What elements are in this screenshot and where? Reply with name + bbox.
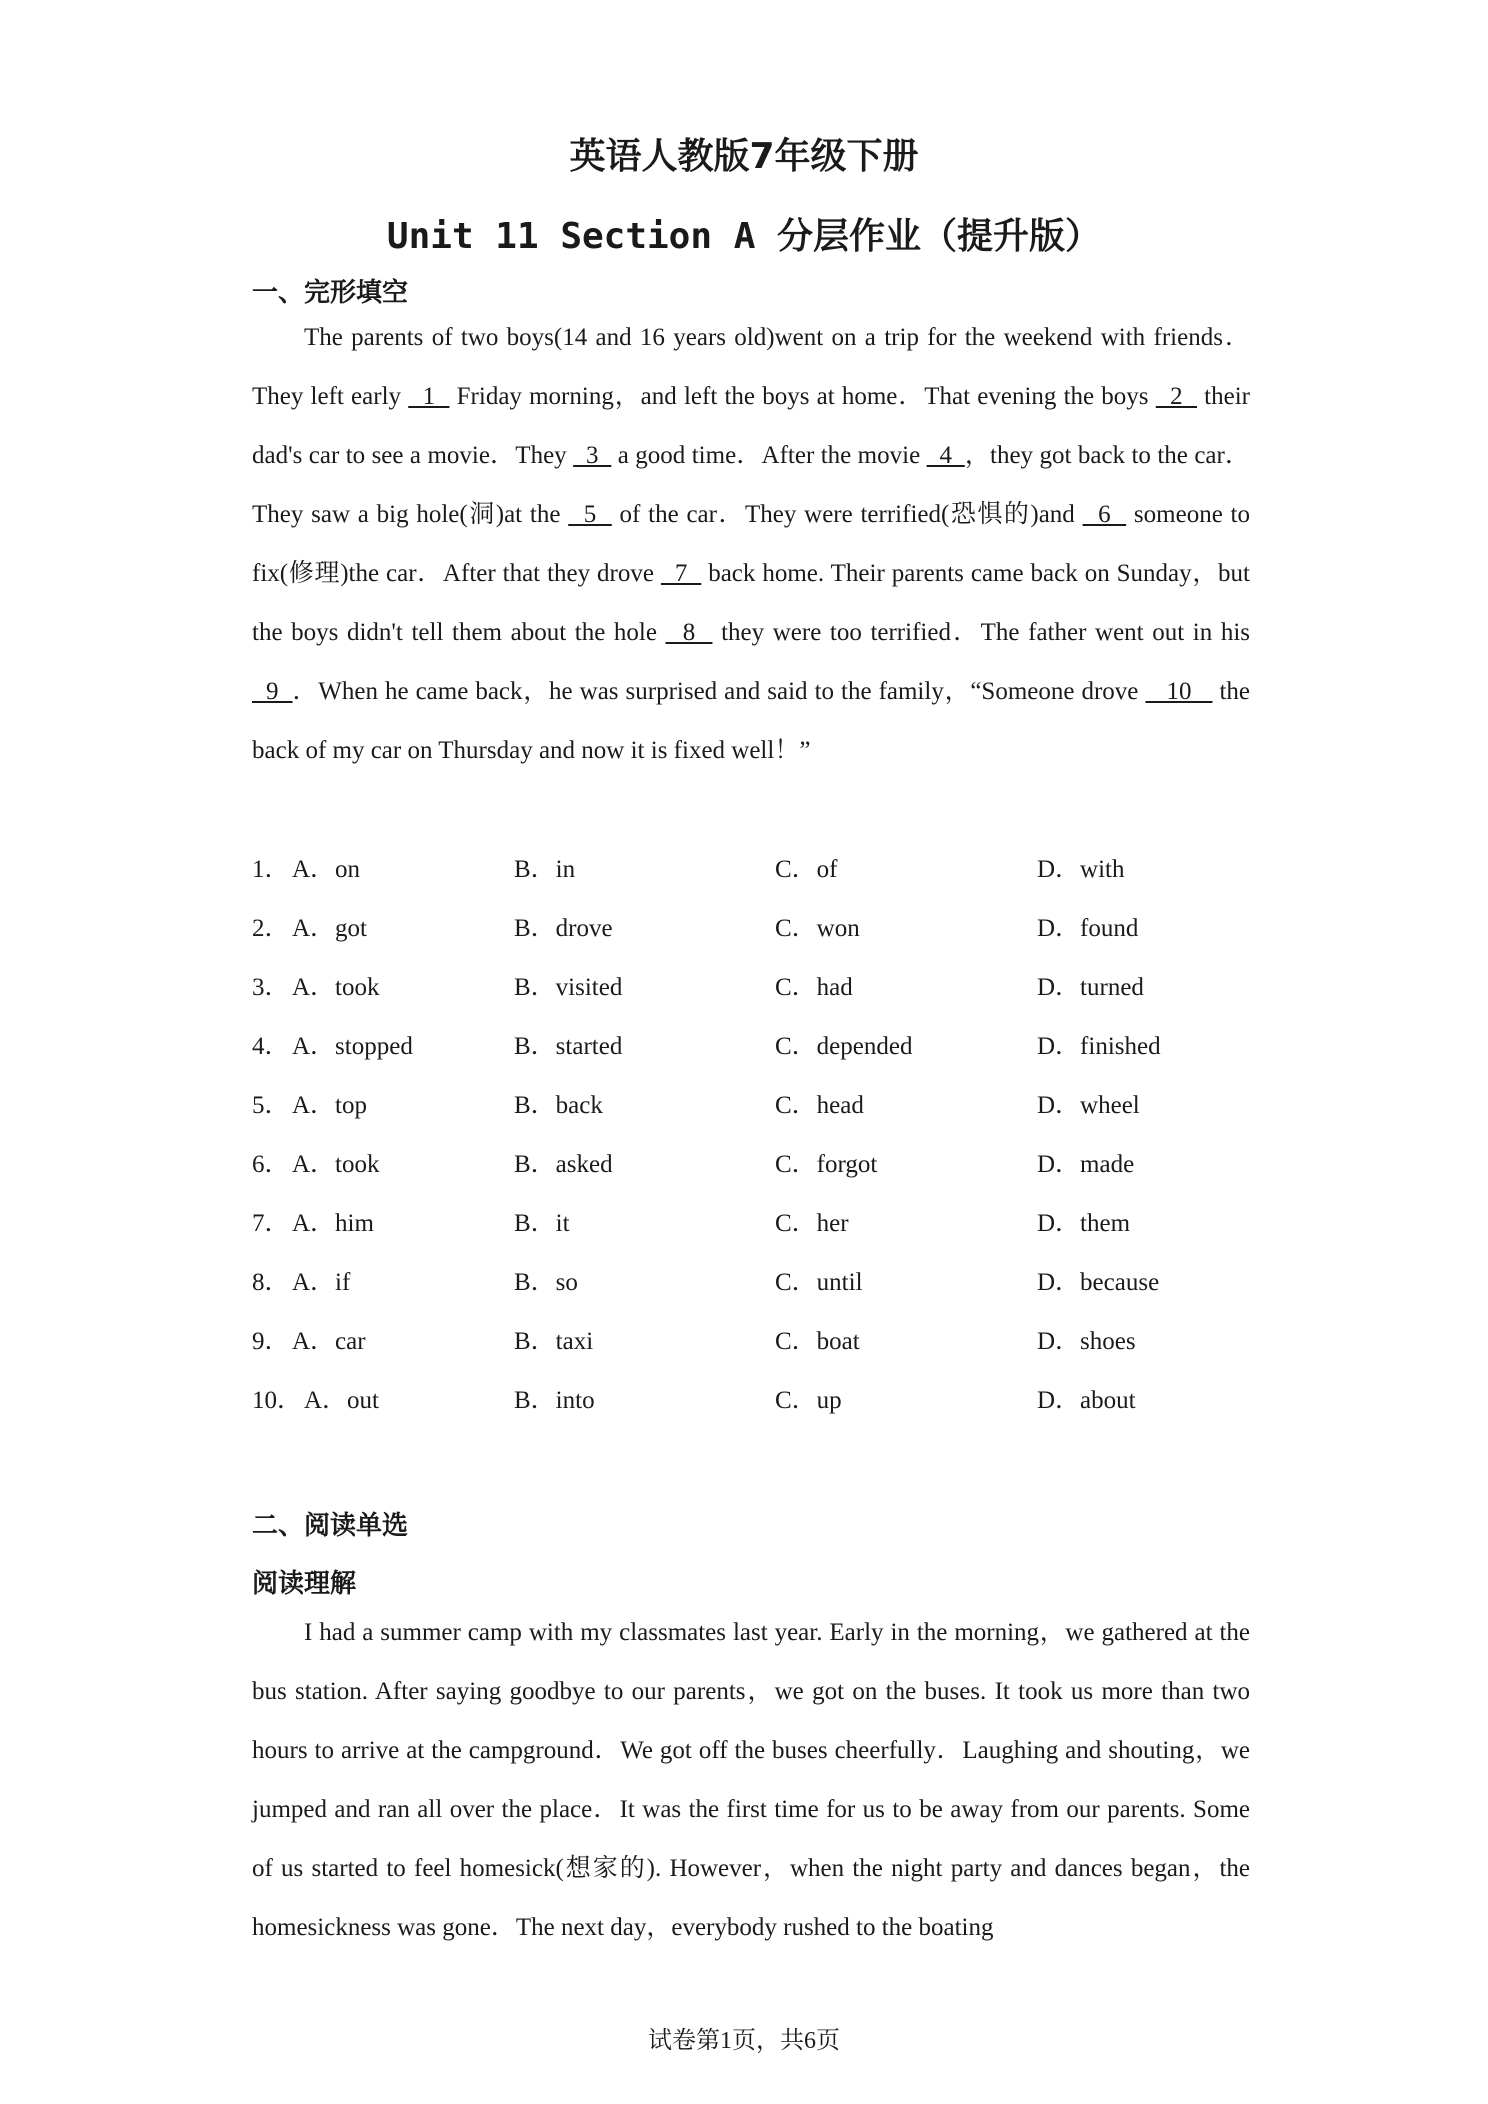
option-d: D．them [1037,1210,1131,1237]
option-a: A．top [292,1092,368,1119]
option-b: B．asked [514,1151,613,1178]
section-heading-reading: 二、阅读单选 [252,1511,409,1541]
passage-text: ．When he came back，he was surprised and said to the family，“Someone drove [292,678,1146,705]
question-number: 5． [252,1092,290,1119]
cloze-blank: 9 [252,678,293,705]
question-row [252,1253,1302,1312]
question-number: 2． [252,915,290,942]
reading-subheading: 阅读理解 [252,1569,357,1599]
option-c: C．boat [775,1328,860,1355]
option-d: D．because [1037,1269,1160,1296]
option-d: D．finished [1037,1033,1161,1060]
page-title: 英语人教版7年级下册 [569,136,919,177]
cloze-options [252,840,1302,1430]
question-number: 7． [252,1210,290,1237]
cloze-blank: 6 [1082,501,1127,528]
option-c: C．up [775,1387,842,1414]
option-c: C．her [775,1210,849,1237]
option-d: D．about [1037,1387,1136,1414]
cloze-blank: 4 [926,442,965,469]
cloze-blank: 1 [408,383,450,410]
question-number: 8． [252,1269,290,1296]
option-c: C．until [775,1269,863,1296]
option-d: D．turned [1037,974,1144,1001]
option-d: D．shoes [1037,1328,1136,1355]
option-b: B．started [514,1033,623,1060]
option-d: D．found [1037,915,1139,942]
passage-text: of the car．They were terrified(恐惧的)and [611,501,1083,528]
question-row [252,1194,1302,1253]
option-b: B．it [514,1210,570,1237]
question-number: 6． [252,1151,290,1178]
question-number: 9． [252,1328,290,1355]
page-subtitle: Unit 11 Section A 分层作业（提升版） [386,216,1102,257]
option-b: B．so [514,1269,578,1296]
option-c: C．had [775,974,853,1001]
question-row [252,958,1302,1017]
passage-text: their dad's car to see a movie．They [252,383,1250,469]
reading-passage: I had a summer camp with my classmates last year. Early in the morning，we gathered at the bus station. After saying goodbye to our parents，we got on the buses. It took us more than two hours to arrive at the campground．We got off the buses cheerfully．Laughing and shouting，we jumped and ran all over the place．It was the first time for us to be away from our parents. Some of us started to feel homesick(想家的). However，when the night party and dances began，the homesickness was gone．The next day，everybody rushed to the boating [252,1619,1250,1941]
cloze-blank: 10 [1145,678,1213,705]
question-row [252,1371,1302,1430]
option-a: A．got [292,915,368,942]
question-row [252,840,1302,899]
question-number: 10． [252,1387,303,1414]
option-c: C．head [775,1092,864,1119]
passage-text: back home. Their parents came back on Sunday，but the boys didn't tell them about the hole [252,560,1250,646]
option-b: B．in [514,856,576,883]
question-row [252,899,1302,958]
option-b: B．into [514,1387,595,1414]
option-a: A．out [304,1387,380,1414]
question-row [252,1312,1302,1371]
option-c: C．depended [775,1033,913,1060]
cloze-blank: 8 [665,619,713,646]
option-a: A．him [292,1210,374,1237]
option-c: C．of [775,856,838,883]
option-a: A．on [292,856,361,883]
option-b: B．back [514,1092,603,1119]
passage-text: a good time．After the movie [611,442,927,469]
option-c: C．forgot [775,1151,878,1178]
question-row [252,1135,1302,1194]
passage-text: the back of my car on Thursday and now it is fixed well！” [252,678,1251,764]
question-number: 3． [252,974,290,1001]
passage-text: they were too terrified．The father went out in his [712,619,1250,646]
cloze-blank: 7 [660,560,702,587]
option-a: A．if [292,1269,351,1296]
option-a: A．took [292,1151,380,1178]
cloze-blank: 2 [1155,383,1197,410]
cloze-blank: 5 [568,501,612,528]
option-b: B．drove [514,915,613,942]
passage-text: someone to fix(修理)the car．After that they drove [252,501,1251,587]
page-footer: 试卷第1页，共6页 [648,2028,840,2054]
option-a: A．took [292,974,380,1001]
option-b: B．taxi [514,1328,594,1355]
passage-text: Friday morning，and left the boys at home．That evening the boys [449,383,1156,410]
passage-text: The parents of two boys(14 and 16 years old)went on a trip for the weekend with friends．They left early [252,324,1250,410]
cloze-passage [252,308,1250,780]
section-heading-cloze: 一、完形填空 [252,278,409,308]
option-d: D．wheel [1037,1092,1140,1119]
option-a: A．stopped [292,1033,413,1060]
question-row [252,1076,1302,1135]
option-d: D．with [1037,856,1125,883]
option-c: C．won [775,915,860,942]
question-row [252,1017,1302,1076]
option-b: B．visited [514,974,623,1001]
passage-text: ，they got back to the car．They saw a big hole(洞)at the [252,442,1251,528]
option-d: D．made [1037,1151,1135,1178]
question-number: 4． [252,1033,290,1060]
question-number: 1． [252,856,290,883]
option-a: A．car [292,1328,366,1355]
cloze-blank: 3 [573,442,612,469]
